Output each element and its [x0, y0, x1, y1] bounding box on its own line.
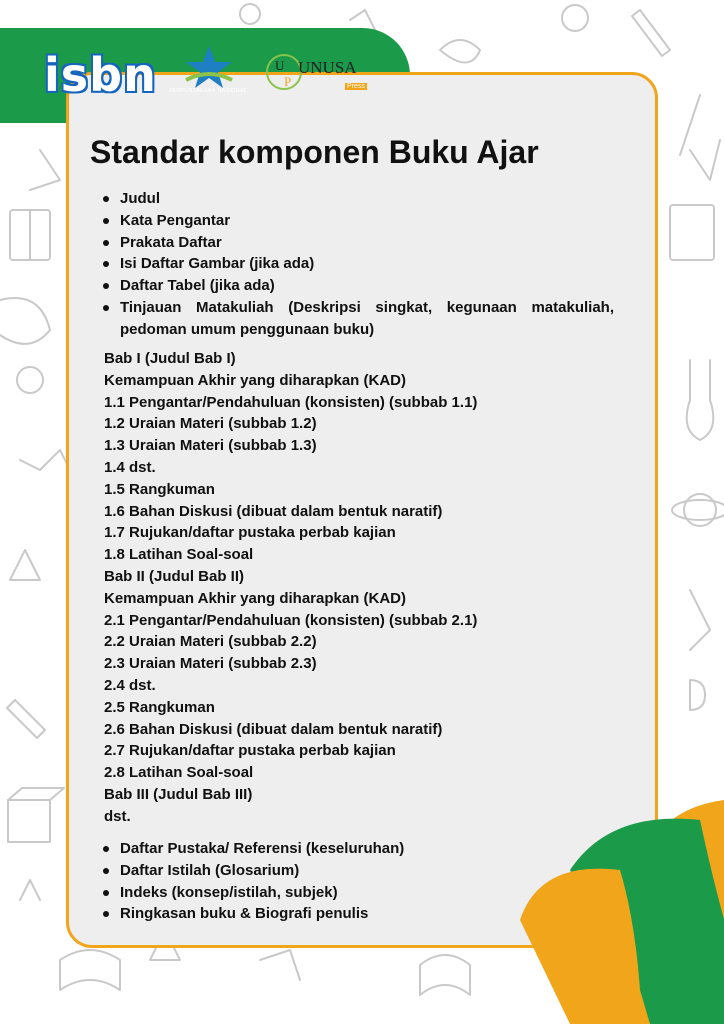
- svg-text:U: U: [275, 58, 285, 73]
- chapter-line: 2.8 Latihan Soal-soal: [104, 764, 254, 782]
- chapter-line: Bab III (Judul Bab III): [104, 785, 253, 803]
- chapter-line: 1.3 Uraian Materi (subbab 1.3): [104, 437, 317, 455]
- chapter-line: 1.7 Rujukan/daftar pustaka perbab kajian: [104, 524, 396, 542]
- chapter-list: [104, 348, 477, 828]
- chapter-line: 2.3 Uraian Materi (subbab 2.3): [104, 655, 317, 673]
- list-item: Kata Pengantar: [120, 210, 614, 232]
- isbn-logo: isbn: [44, 48, 157, 102]
- list-item: Isi Daftar Gambar (jika ada): [120, 253, 614, 275]
- list-item: Daftar Tabel (jika ada): [120, 275, 614, 297]
- chapter-line: 2.1 Pengantar/Pendahuluan (konsisten) (subbab 2.1): [104, 611, 478, 629]
- chapter-line: 1.6 Bahan Diskusi (dibuat dalam bentuk naratif): [104, 502, 443, 520]
- chapter-line: 1.2 Uraian Materi (subbab 1.2): [104, 415, 317, 433]
- list-item: Ringkasan buku & Biografi penulis: [120, 903, 614, 925]
- list-item: Daftar Pustaka/ Referensi (keseluruhan): [120, 838, 614, 860]
- chapter-line: 1.8 Latihan Soal-soal: [104, 546, 254, 564]
- svg-text:P: P: [284, 74, 292, 89]
- decorative-arcs: [500, 790, 724, 1024]
- chapter-line: Bab I (Judul Bab I): [104, 350, 236, 367]
- chapter-line: 2.7 Rujukan/daftar pustaka perbab kajian: [104, 742, 396, 760]
- chapter-line: 2.6 Bahan Diskusi (dibuat dalam bentuk naratif): [104, 720, 443, 738]
- chapter-line: 1.1 Pengantar/Pendahuluan (konsisten) (subbab 1.1): [104, 393, 478, 411]
- page-title: Standar komponen Buku Ajar: [90, 134, 539, 170]
- chapter-line: 2.2 Uraian Materi (subbab 2.2): [104, 633, 317, 651]
- chapter-line: 2.5 Rangkuman: [104, 698, 215, 716]
- chapter-line: 1.5 Rangkuman: [104, 480, 215, 498]
- list-item: Judul: [120, 188, 614, 210]
- chapter-line: dst.: [104, 807, 131, 825]
- unusa-wordmark: UNUSA: [298, 58, 357, 77]
- chapter-line: Kemampuan Akhir yang diharapkan (KAD): [104, 589, 406, 607]
- chapter-line: Kemampuan Akhir yang diharapkan (KAD): [104, 371, 406, 389]
- list-item: Prakata Daftar: [120, 232, 614, 254]
- front-matter-list: [120, 188, 614, 341]
- chapter-line: Bab II (Judul Bab II): [104, 567, 245, 585]
- list-item: Daftar Istilah (Glosarium): [120, 860, 614, 882]
- perpustakaan-nasional-text: PERPUSTAKAAN NASIONAL: [169, 88, 247, 94]
- chapter-line: 1.4 dst.: [104, 458, 156, 476]
- list-item: Tinjauan Matakuliah (Deskripsi singkat, kegunaan matakuliah, pedoman umum penggunaan buku): [120, 297, 614, 341]
- unusa-press-badge: Press: [347, 83, 365, 90]
- list-item: Indeks (konsep/istilah, subjek): [120, 882, 614, 904]
- chapter-line: 2.4 dst.: [104, 676, 156, 694]
